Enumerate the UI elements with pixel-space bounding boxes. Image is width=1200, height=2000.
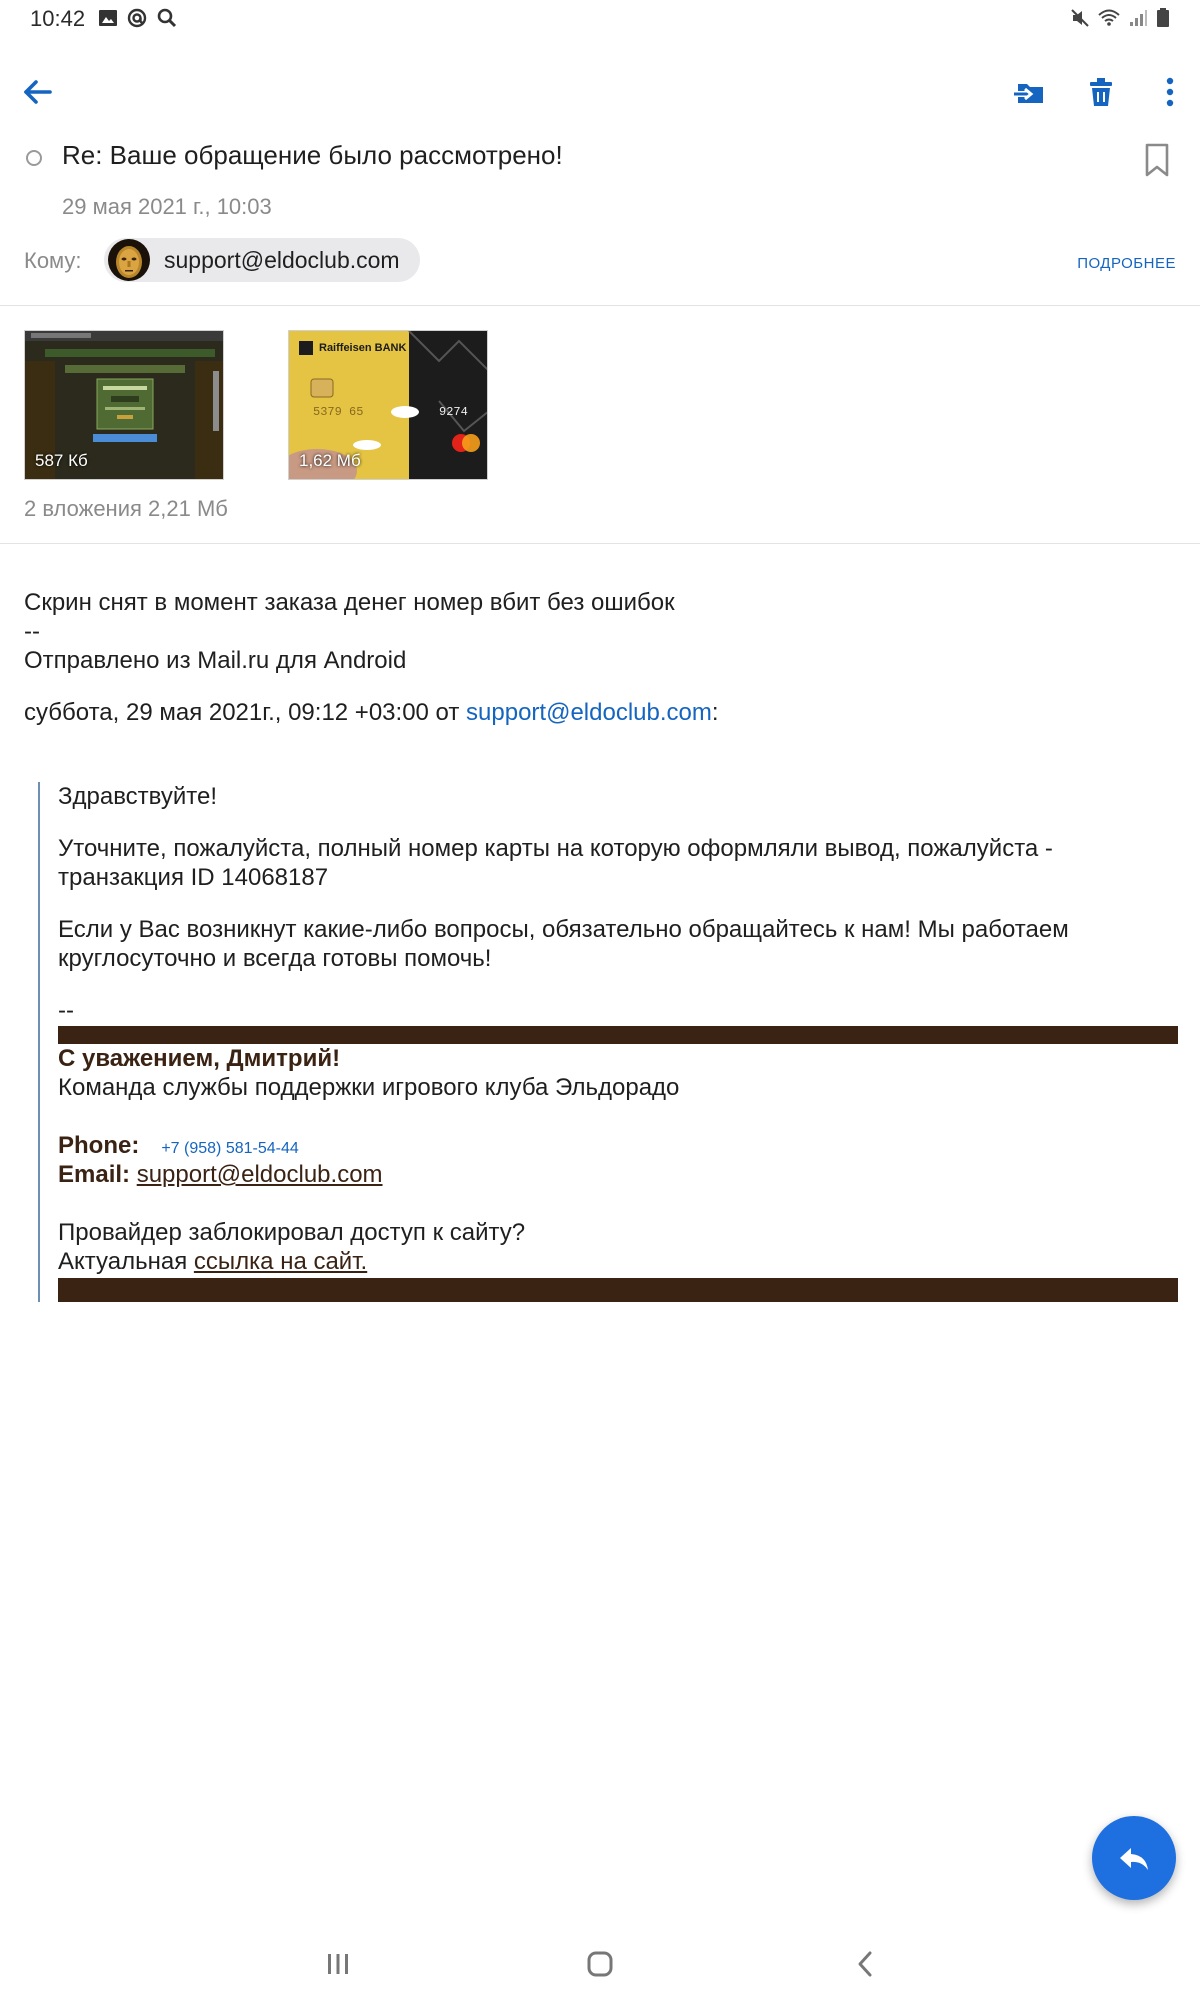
message-toolbar	[0, 60, 1200, 120]
unread-indicator[interactable]	[26, 150, 42, 166]
at-icon	[126, 7, 148, 29]
battery-icon	[1156, 8, 1170, 28]
gallery-icon	[98, 8, 118, 28]
quote-greeting: Здравствуйте!	[58, 783, 218, 810]
signature-phone: Phone: +7 (958) 581-54-44	[58, 1132, 299, 1159]
signature-bar	[58, 1026, 1178, 1044]
to-label: Кому:	[24, 248, 82, 273]
recents-icon	[318, 1944, 358, 1984]
quote-header: суббота, 29 мая 2021г., 09:12 +03:00 от support@eldoclub.com:	[24, 699, 719, 726]
status-time: 10:42	[30, 6, 86, 31]
body-separator: --	[24, 618, 40, 645]
move-to-folder-icon	[1010, 72, 1050, 112]
signature-team: Команда службы поддержки игрового клуба Эльдорадо	[58, 1074, 680, 1101]
attachment-size: 1,62 Мб	[299, 451, 361, 470]
signal-icon	[1128, 8, 1148, 28]
quote-paragraph: Уточните, пожалуйста, полный номер карты на которую оформляли вывод, пожалуйста - транзакция ID 14068187	[58, 835, 1053, 891]
bookmark-icon	[1142, 142, 1172, 178]
divider	[0, 543, 1200, 544]
body-signature: Отправлено из Mail.ru для Android	[24, 647, 407, 674]
quote-paragraph: Если у Вас возникнут какие-либо вопросы, обязательно обращайтесь к нам! Мы работаем круглосуточно и всегда готовы помочь!	[58, 916, 1069, 972]
signature-regards: С уважением, Дмитрий!	[58, 1045, 341, 1072]
card-number-tail: 9274	[439, 405, 468, 419]
site-link[interactable]: ссылка на сайт.	[193, 1248, 368, 1275]
recents-button[interactable]	[318, 1944, 358, 1984]
sender-email-link[interactable]: support@eldoclub.com	[466, 699, 712, 726]
more-options-button[interactable]	[1150, 72, 1190, 112]
arrow-left-icon	[18, 72, 58, 112]
attachment-thumbnail[interactable]	[288, 330, 488, 480]
message-body	[24, 588, 1174, 727]
system-nav-bar	[0, 1930, 1200, 2000]
message-date: 29 мая 2021 г., 10:03	[62, 194, 272, 219]
card-number-partial: 5379 65	[313, 405, 364, 419]
attachment-thumbnail[interactable]	[24, 330, 224, 480]
quote-separator: --	[58, 997, 74, 1024]
search-icon	[156, 7, 178, 29]
recipient-chip[interactable]	[104, 238, 420, 282]
status-left-icons	[98, 7, 178, 29]
reply-icon	[1116, 1840, 1152, 1876]
body-text: Скрин снят в момент заказа денег номер вбит без ошибок	[24, 589, 675, 616]
delete-button[interactable]	[1081, 72, 1121, 112]
more-vert-icon	[1150, 72, 1190, 112]
recipient-address: support@eldoclub.com	[164, 246, 400, 273]
details-link[interactable]: ПОДРОБНЕЕ	[1077, 255, 1176, 272]
back-icon	[846, 1944, 886, 1984]
home-button[interactable]	[580, 1944, 620, 1984]
card-bank-name: Raiffeisen BANK	[319, 342, 407, 354]
system-back-button[interactable]	[846, 1944, 886, 1984]
trash-icon	[1081, 72, 1121, 112]
divider	[0, 305, 1200, 306]
site-link-line: Актуальная ссылка на сайт.	[58, 1248, 368, 1275]
attachment-size: 587 Кб	[35, 451, 88, 470]
mute-icon	[1070, 8, 1090, 28]
signature-bar	[58, 1278, 1178, 1302]
move-to-folder-button[interactable]	[1010, 72, 1050, 112]
signature-email: Email: support@eldoclub.com	[58, 1161, 383, 1188]
quoted-message	[38, 782, 1178, 1302]
blocked-question: Провайдер заблокировал доступ к сайту?	[58, 1219, 526, 1246]
phone-link[interactable]: +7 (958) 581-54-44	[161, 1140, 299, 1157]
status-bar	[0, 0, 1200, 40]
back-button[interactable]	[18, 72, 58, 112]
attachments-summary: 2 вложения 2,21 Мб	[24, 496, 228, 521]
bookmark-button[interactable]	[1142, 142, 1172, 178]
message-subject: Re: Ваше обращение было рассмотрено!	[62, 140, 563, 170]
status-right-icons	[1070, 8, 1170, 28]
wifi-icon	[1098, 8, 1120, 28]
avatar	[108, 239, 150, 281]
home-icon	[580, 1944, 620, 1984]
reply-button[interactable]	[1092, 1816, 1176, 1900]
email-link[interactable]: support@eldoclub.com	[136, 1161, 383, 1188]
